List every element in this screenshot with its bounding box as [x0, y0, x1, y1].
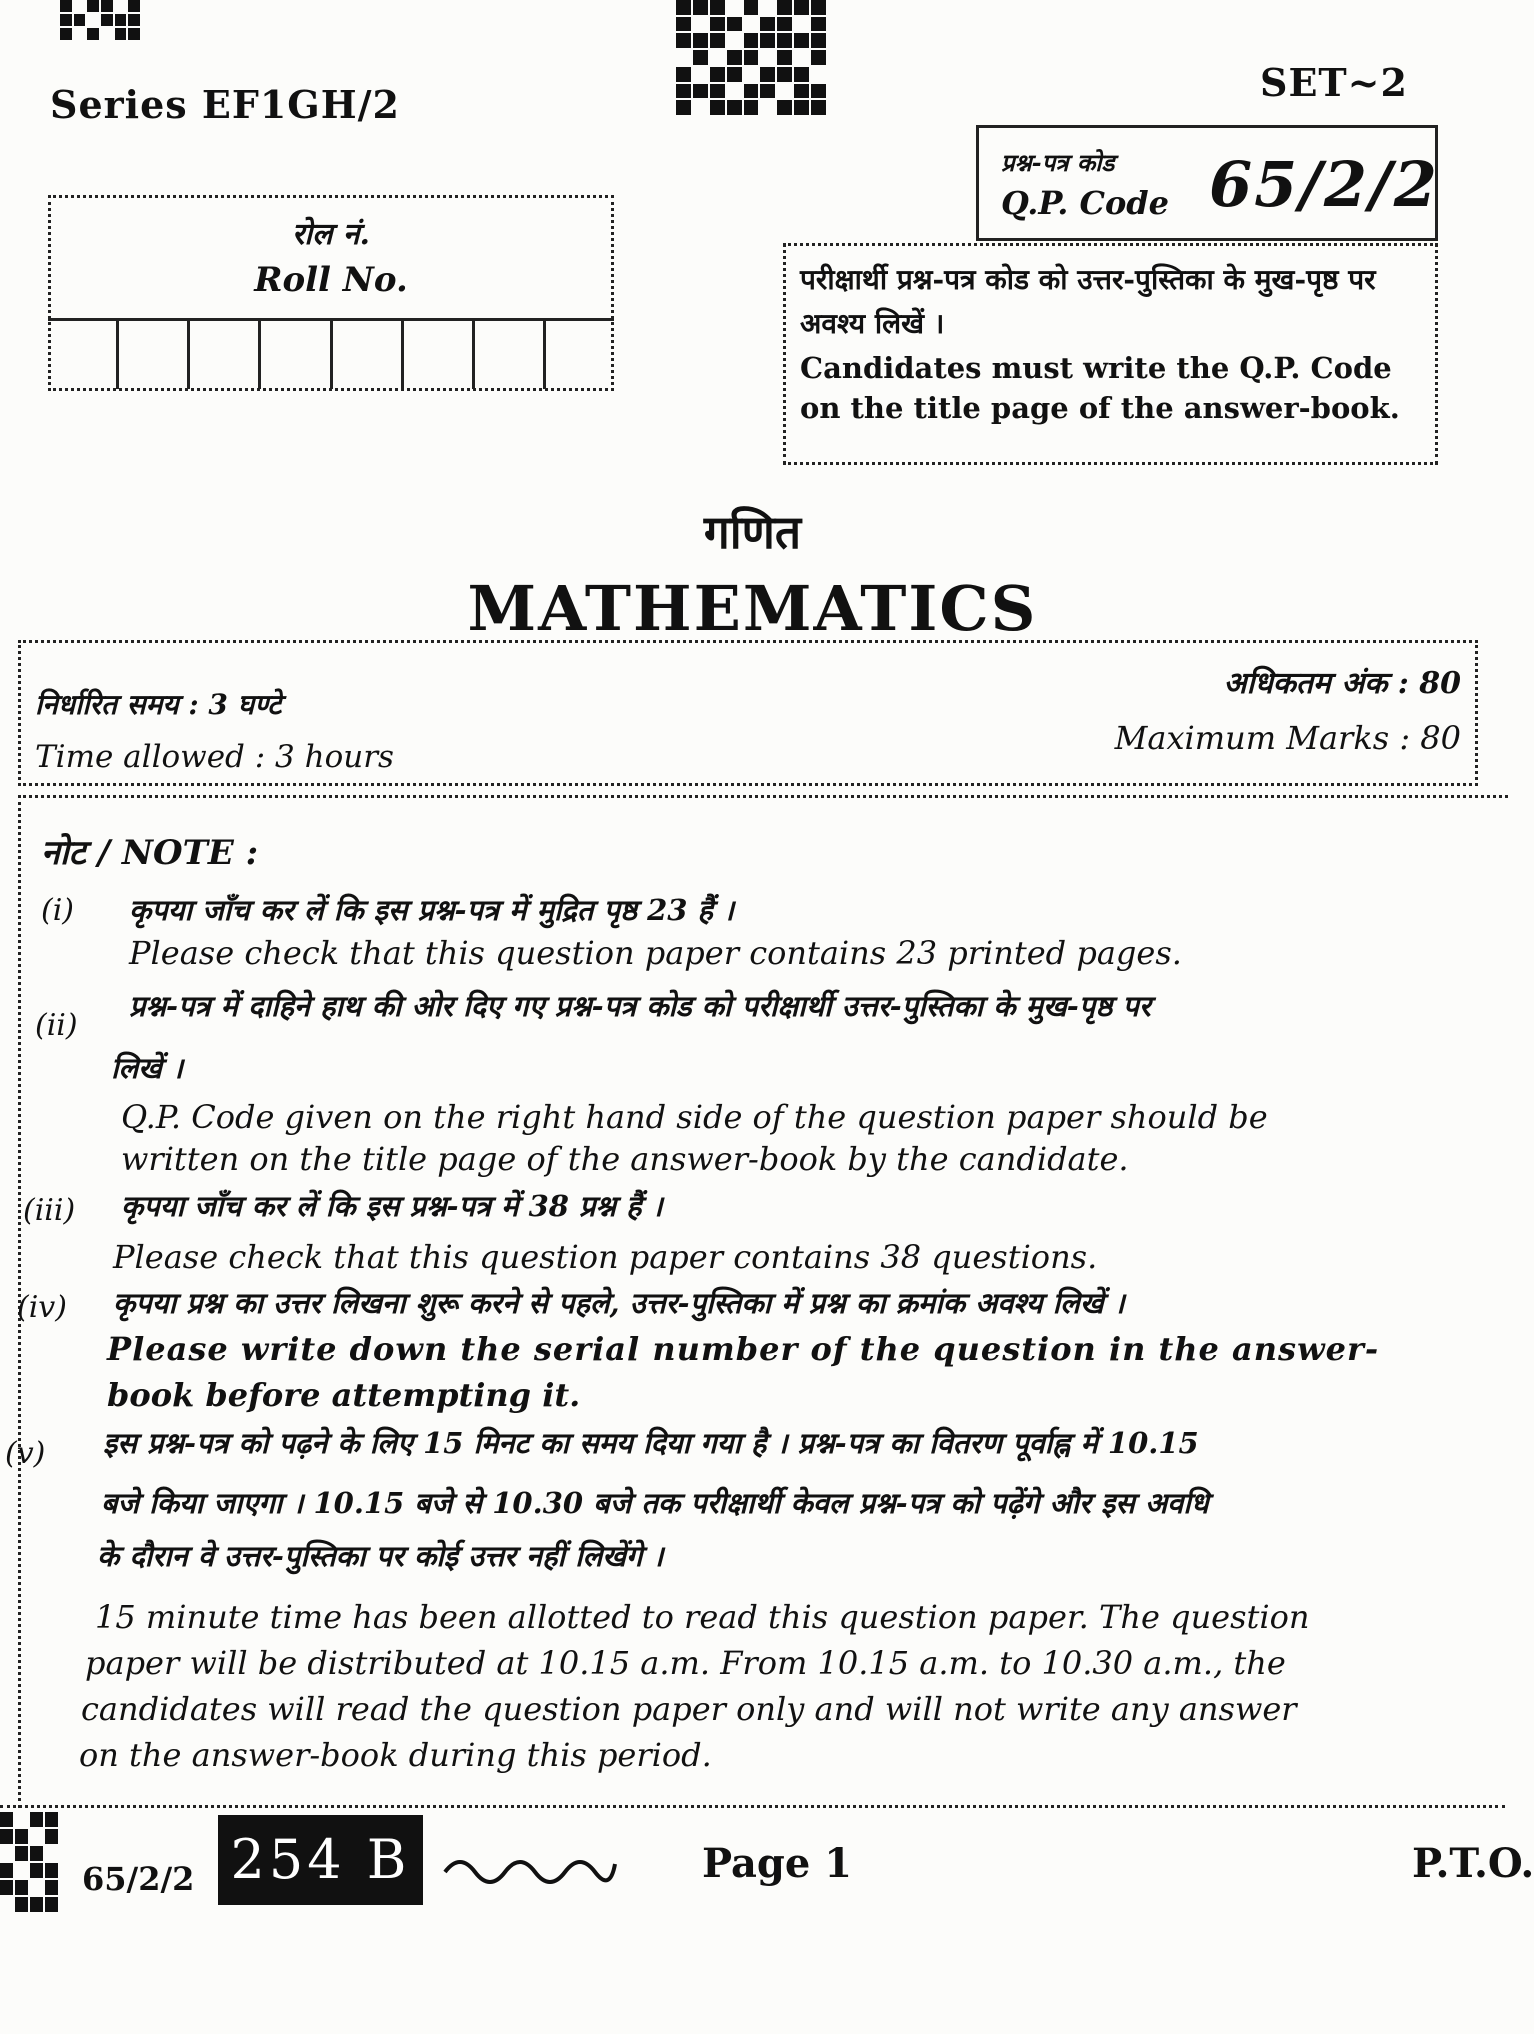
note-item-english: paper will be distributed at 10.15 a.m. From 10.15 a.m. to 10.30 a.m., the [85, 1644, 1286, 1682]
footer-qr-icon [0, 1812, 58, 1912]
subject-title: MATHEMATICS [467, 572, 1038, 645]
note-item-hindi: बजे किया जाएगा । 10.15 बजे से 10.30 बजे तक परीक्षार्थी केवल प्रश्न-पत्र को पढ़ेंगे और इस अवधि [101, 1486, 1209, 1520]
note-title: नोट / NOTE : [41, 833, 259, 873]
note-item-number: (iv) [17, 1290, 67, 1325]
roll-digit-cell [119, 321, 190, 389]
note-item-english: Please check that this question paper contains 38 questions. [113, 1238, 1098, 1276]
candidate-instruction-box [783, 243, 1438, 465]
note-item-hindi: इस प्रश्न-पत्र को पढ़ने के लिए 15 मिनट का समय दिया गया है । प्रश्न-पत्र का वितरण पूर्वाह्न में 10.15 [103, 1426, 1199, 1460]
subject-title-hindi: गणित [703, 505, 802, 559]
note-item-number: (iii) [23, 1193, 76, 1228]
qp-code-box [976, 125, 1438, 241]
candidate-instruction-hindi: परीक्षार्थी प्रश्न-पत्र कोड को उत्तर-पुस्तिका के मुख-पृष्ठ पर अवश्य लिखें । [800, 263, 1376, 340]
note-item-number: (v) [5, 1436, 46, 1471]
roll-digit-cell [261, 321, 332, 389]
note-item-english: 15 minute time has been allotted to read this question paper. The question [95, 1598, 1310, 1636]
set-label: SET~2 [1260, 60, 1408, 105]
roll-digit-cell [190, 321, 261, 389]
note-item-hindi: कृपया प्रश्न का उत्तर लिखना शुरू करने से पहले, उत्तर-पुस्तिका में प्रश्न का क्रमांक अवश्य लिखें । [113, 1286, 1125, 1320]
note-item-number: (ii) [35, 1008, 78, 1043]
note-item-hindi: प्रश्न-पत्र में दाहिने हाथ की ओर दिए गए प्रश्न-पत्र कोड को परीक्षार्थी उत्तर-पुस्तिका के मुख-पृष्ठ पर [129, 989, 1151, 1023]
note-item-english: Please check that this question paper contains 23 printed pages. [129, 934, 1182, 972]
time-allowed-hindi: निर्धारित समय : 3 घण्टे [35, 688, 282, 721]
note-item-english: candidates will read the question paper only and will not write any answer [81, 1690, 1297, 1728]
note-section [5, 795, 1508, 1808]
candidate-instruction-english: Candidates must write the Q.P. Code on the title page of the answer-book. [800, 351, 1400, 425]
roll-number-label: Roll No. [254, 260, 408, 300]
note-item-english: written on the title page of the answer-book by the candidate. [121, 1140, 1129, 1178]
note-item-hindi: कृपया जाँच कर लें कि इस प्रश्न-पत्र में मुद्रित पृष्ठ 23 हैं । [129, 893, 735, 927]
series-label: Series EF1GH/2 [50, 82, 400, 127]
qp-code-value: 65/2/2 [1209, 148, 1439, 221]
roll-number-box [48, 195, 614, 391]
roll-digit-cell [404, 321, 475, 389]
note-item-hindi: लिखें । [111, 1051, 183, 1085]
note-item-hindi: के दौरान वे उत्तर-पुस्तिका पर कोई उत्तर नहीं लिखेंगे । [97, 1539, 664, 1573]
note-item-hindi: कृपया जाँच कर लें कि इस प्रश्न-पत्र में 38 प्रश्न हैं । [121, 1189, 663, 1223]
note-item-number: (i) [41, 893, 75, 928]
roll-digit-cell [475, 321, 546, 389]
maximum-marks-hindi: अधिकतम अंक : 80 [1223, 666, 1461, 701]
note-item-english: on the answer-book during this period. [79, 1736, 712, 1774]
footer-badge: 254 B [218, 1815, 423, 1905]
maximum-marks: Maximum Marks : 80 [1114, 719, 1461, 757]
qp-code-label: Q.P. Code [1001, 184, 1170, 222]
roll-digit-cell [546, 321, 614, 389]
squiggle-icon [440, 1852, 620, 1882]
qr-code-icon [676, 0, 826, 115]
roll-number-cells [48, 318, 614, 389]
footer-qp-code: 65/2/2 [82, 1860, 195, 1898]
time-marks-box [18, 640, 1478, 786]
roll-number-label-hindi: रोल नं. [292, 217, 370, 252]
qp-code-label-hindi: प्रश्न-पत्र कोड [1001, 148, 1115, 177]
note-item-english: Q.P. Code given on the right hand side of the question paper should be [121, 1098, 1268, 1136]
roll-digit-cell [48, 321, 119, 389]
corner-qr-icon [60, 0, 140, 40]
please-turn-over: P.T.O. [1412, 1840, 1534, 1887]
time-allowed: Time allowed : 3 hours [35, 739, 394, 775]
page-number: Page 1 [702, 1840, 853, 1887]
footer-divider [0, 1805, 1505, 1808]
note-item-english: Please write down the serial number of the question in the answer- [107, 1330, 1380, 1368]
roll-digit-cell [333, 321, 404, 389]
note-item-english: book before attempting it. [107, 1376, 581, 1414]
